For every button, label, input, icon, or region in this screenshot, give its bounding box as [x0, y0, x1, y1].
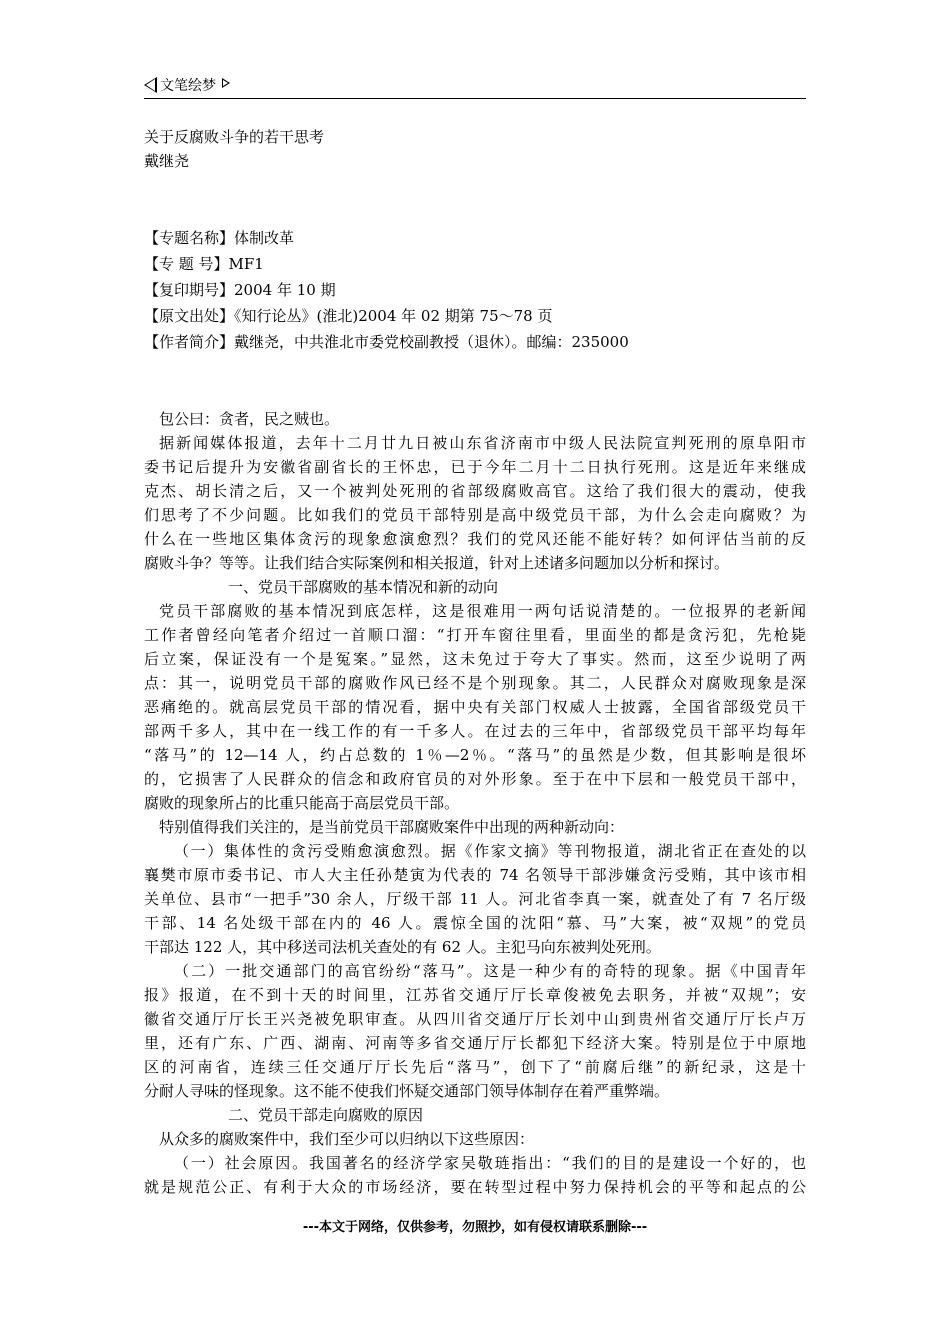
text-line: 就是规范公正、有利于大众的市场经济，要在转型过程中努力保持机会的平等和起点的公 — [144, 1178, 806, 1196]
text-line: 部两千多人，其中在一线工作的有一千多人。在过去的三年中，省部级党员干部平均每年 — [144, 722, 806, 740]
section-heading: 二、党员干部走向腐败的原因 — [228, 1106, 424, 1124]
text-line: 委书记后提升为安徽省副省长的王怀忠，已于今年二月十二日执行死刑。这是近年来继成 — [144, 458, 806, 476]
text-line: 的，它损害了人民群众的信念和政府官员的对外形象。至于在中下层和一般党员干部中， — [144, 770, 806, 788]
meta-author-bio: 【作者简介】戴继尧，中共淮北市委党校副教授（退休）。邮编：235000 — [144, 333, 629, 351]
text-line: 包公曰：贪者，民之贼也。 — [159, 410, 340, 428]
article-author: 戴继尧 — [144, 152, 190, 170]
text-line: 区的河南省，连续三任交通厅厅长先后“落马”，创下了“前腐后继”的新纪录，这是十 — [144, 1058, 806, 1076]
brand — [144, 75, 230, 95]
text-line: 工作者曾经向笔者介绍过一首顺口溜：“打开车窗往里看，里面坐的都是贪污犯，先枪毙 — [144, 626, 806, 644]
text-line: 特别值得我们关注的，是当前党员干部腐败案件中出现的两种新动向： — [159, 818, 625, 836]
text-line: 什么在一些地区集体贪污的现象愈演愈烈？我们的党风还能不能好转？如何评估当前的反 — [144, 530, 806, 548]
text-line: 点：其一，说明党员干部的腐败作风已经不是个别现象。其二，人民群众对腐败现象是深 — [144, 674, 806, 692]
title-block — [144, 125, 806, 173]
text-line: 腐败的现象所占的比重只能高于高层党员干部。 — [144, 794, 460, 812]
section-heading: 一、党员干部腐败的基本情况和新的动向 — [228, 578, 499, 596]
text-line: 恶痛绝的。就高层党员干部的情况看，据中央有关部门权威人士披露，全国省部级党员干 — [144, 698, 806, 716]
text-line: 徽省交通厅厅长王兴尧被免职审查。从四川省交通厅厅长刘中山到贵州省交通厅厅长卢万 — [144, 1010, 806, 1028]
text-line: “落马”的 12—14 人，约占总数的 1％—2％。“落马”的虽然是少数，但其影响是很坏 — [144, 746, 806, 764]
brand-name: 文笔绘梦 — [160, 78, 216, 94]
meta-topic-number: 【专 题 号】MF1 — [144, 255, 264, 273]
document-body — [144, 125, 806, 1199]
page-header — [144, 70, 806, 99]
meta-topic: 【专题名称】体制改革 — [144, 229, 295, 247]
text-line: 克杰、胡长清之后，又一个被判处死刑的省部级腐败高官。这给了我们很大的震动，使我 — [144, 482, 806, 500]
text-line: 干部达 122 人，其中移送司法机关查处的有 62 人。主犯马向东被判处死刑。 — [144, 938, 661, 956]
text-line: 后立案，保证没有一个是冤案。”显然，这未免过于夸大了事实。然而，这至少说明了两 — [144, 650, 806, 668]
text-line: 干部、14 名处级干部在内的 46 人。震惊全国的沈阳“慕、马”大案，被“双规”的党员 — [144, 914, 806, 932]
text-line: （二）一批交通部门的高官纷纷“落马”。这是一种少有的奇特的现象。据《中国青年 — [174, 962, 806, 980]
text-line: 们思考了不少问题。比如我们的党员干部特别是高中级党员干部，为什么会走向腐败？为 — [144, 506, 806, 524]
text-line: 分耐人寻味的怪现象。这不能不使我们怀疑交通部门领导体制存在着严重弊端。 — [144, 1082, 670, 1100]
text-line: 襄樊市原市委书记、市人大主任孙楚寅为代表的 74 名领导干部涉嫌贪污受贿，其中该市相 — [144, 866, 806, 884]
text-line: 里，还有广东、广西、湖南、河南等多省交通厅厅长都犯下经济大案。特别是位于中原地 — [144, 1034, 806, 1052]
triangle-left-icon — [144, 77, 157, 93]
meta-source: 【原文出处】《知行论丛》(淮北)2004 年 02 期第 75～78 页 — [144, 307, 553, 325]
text-line: （一）社会原因。我国著名的经济学家吴敬琏指出：“我们的目的是建设一个好的，也 — [174, 1154, 806, 1172]
text-line: 党员干部腐败的基本情况到底怎样，这是很难用一两句话说清楚的。一位报界的老新闻 — [159, 602, 806, 620]
triangle-right-icon — [222, 78, 230, 88]
meta-issue: 【复印期号】2004 年 10 期 — [144, 281, 336, 299]
text-line: 腐败斗争？等等。让我们结合实际案例和相关报道，针对上述诸多问题加以分析和探讨。 — [144, 554, 730, 572]
text-line: （一）集体性的贪污受贿愈演愈烈。据《作家文摘》等刊物报道，湖北省正在查处的以 — [174, 842, 806, 860]
text-line: 从众多的腐败案件中，我们至少可以归纳以下这些原因： — [159, 1130, 535, 1148]
article-text — [144, 407, 806, 1199]
text-line: 据新闻媒体报道，去年十二月廿九日被山东省济南市中级人民法院宣判死刑的原阜阳市 — [159, 434, 806, 452]
text-line: 报》报道，在不到十天的时间里，江苏省交通厅厅长章俊被免去职务，并被“双规”；安 — [144, 986, 806, 1004]
footer-notice: ---本文于网络，仅供参考，勿照抄，如有侵权请联系删除--- — [302, 1220, 648, 1235]
text-line: 关单位、县市“一把手”30 余人，厅级干部 11 人。河北省李真一案，就查处了有 7 名厅级 — [144, 890, 806, 908]
article-title: 关于反腐败斗争的若干思考 — [144, 128, 325, 146]
meta-block — [144, 225, 806, 355]
